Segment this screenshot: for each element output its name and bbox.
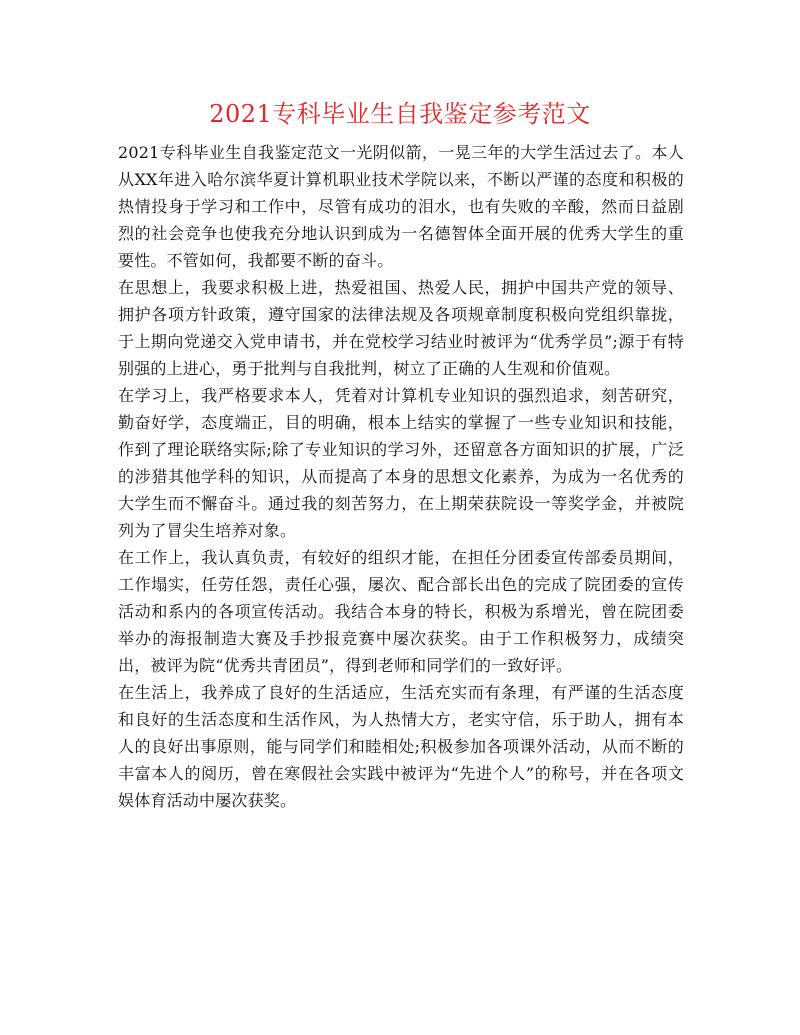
paragraph-intro: 2021专科毕业生自我鉴定范文一光阴似箭，一晃三年的大学生活过去了。本人从XX年进入哈尔滨华夏计算机职业技术学院以来，不断以严谨的态度和积极的热情投身于学习和工作中，尽管有成功的泪水，也有失败的辛酸，然而日益剧烈的社会竞争也使我充分地认识到成为一名德智体全面开展的优秀大学生的重要性。不管如何，我都要不断的奋斗。 bbox=[118, 143, 684, 270]
document-title: 2021专科毕业生自我鉴定参考范文 bbox=[209, 100, 591, 128]
paragraph-thought: 在思想上，我要求积极上进，热爱祖国、热爱人民，拥护中国共产党的领导、拥护各项方针政策，遵守国家的法律法规及各项规章制度积极向党组织靠拢，于上期向党递交入党申请书，并在党校学习结业时被评为“优秀学员”;源于有特别强的上进心，勇于批判与自我批判，树立了正确的人生观和价值观。 bbox=[118, 278, 684, 378]
paragraph-work: 在工作上，我认真负责，有较好的组织才能，在担任分团委宣传部委员期间，工作塌实，任劳任怨，责任心强，屡次、配合部长出色的完成了院团委的宣传活动和系内的各项宣传活动。我结合本身的特长，积极为系增光，曾在院团委举办的海报制造大赛及手抄报竞赛中屡次获奖。由于工作积极努力，成绩突出，被评为院“优秀共青团员”，得到老师和同学们的一致好评。 bbox=[118, 548, 684, 675]
document-body bbox=[118, 139, 684, 814]
paragraph-study: 在学习上，我严格要求本人，凭着对计算机专业知识的强烈追求，刻苦研究，勤奋好学，态度端正，目的明确，根本上结实的掌握了一些专业知识和技能，作到了理论联络实际;除了专业知识的学习外，还留意各方面知识的扩展，广泛的涉猎其他学科的知识，从而提高了本身的思想文化素养，为成为一名优秀的大学生而不懈奋斗。通过我的刻苦努力，在上期荣获院设一等奖学金，并被院列为了冒尖生培养对象。 bbox=[118, 386, 684, 540]
paragraph-life: 在生活上，我养成了良好的生活适应，生活充实而有条理，有严谨的生活态度和良好的生活态度和生活作风，为人热情大方，老实守信，乐于助人，拥有本人的良好出事原则，能与同学们和睦相处;积极参加各项课外活动，从而不断的丰富本人的阅历，曾在寒假社会实践中被评为“先进个人”的称号，并在各项文娱体育活动中屡次获奖。 bbox=[118, 683, 684, 810]
